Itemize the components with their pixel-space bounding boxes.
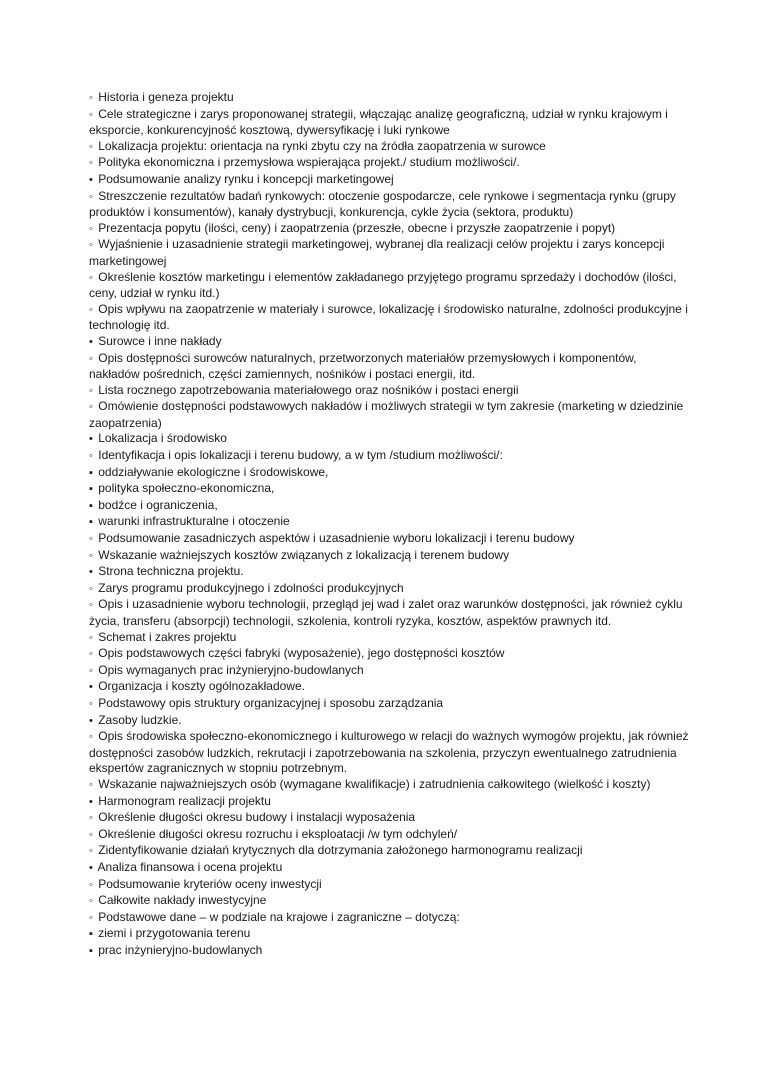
- list-item-text: Strona techniczna projektu.: [98, 564, 244, 579]
- list-item-text: ziemi i przygotowania terenu: [98, 926, 251, 941]
- bullet-icon: ◦: [89, 352, 93, 365]
- list-item: [89, 910, 689, 927]
- list-item: [89, 221, 689, 238]
- list-item: [89, 943, 689, 960]
- list-item-text: Zidentyfikowanie działań krytycznych dla dotrzymania założonego harmonogramu realizacji: [98, 843, 583, 858]
- list-item-text: Zarys programu produkcyjnego i zdolności produkcyjnych: [98, 580, 404, 595]
- list-item-text: Lista rocznego zapotrzebowania materiałowego oraz nośników i postaci energii: [98, 382, 519, 397]
- list-item-text: Historia i geneza projektu: [98, 90, 234, 104]
- bullet-icon: •: [89, 861, 93, 874]
- list-item-text: Określenie długości okresu budowy i instalacji wyposażenia: [98, 810, 416, 825]
- list-item: [89, 630, 689, 647]
- list-item-text: Harmonogram realizacji projektu: [98, 793, 271, 808]
- list-item: [89, 827, 689, 844]
- list-item-text: Schemat i zakres projektu: [98, 629, 237, 644]
- list-item: [89, 877, 689, 894]
- list-item: [89, 794, 689, 811]
- list-item-text: Opis wpływu na zaopatrzenie w materiały i surowce, lokalizację i środowisko naturalne, zdolności produkcyjne i technologię itd.: [89, 301, 688, 333]
- list-item-text: Streszczenie rezultatów badań rynkowych: otoczenie gospodarcze, cele rynkowe i segmentacja rynku (grupy produktów i konsumentów), kanały dystrybucji, konkurencja, cykle życia (sektora, produktu): [89, 188, 676, 220]
- bullet-icon: ◦: [89, 384, 93, 397]
- list-item-text: Organizacja i koszty ogólnozakładowe.: [98, 679, 305, 694]
- list-item-text: Opis wymaganych prac inżynieryjno-budowlanych: [98, 662, 364, 677]
- list-item: [89, 531, 689, 548]
- list-item-text: prac inżynieryjno-budowlanych: [98, 942, 263, 957]
- bullet-icon: ▪: [89, 483, 93, 496]
- list-item: [89, 431, 689, 448]
- bullet-icon: ▪: [89, 944, 93, 957]
- list-item: [89, 498, 689, 515]
- bullet-icon: ◦: [89, 157, 93, 170]
- list-item: [89, 679, 689, 696]
- bullet-icon: ◦: [89, 549, 93, 562]
- list-item-text: Opis i uzasadnienie wyboru technologii, przegląd jej wad i zalet oraz warunków dostępności, jak również cyklu życia, transferu (absorpcji) technologii, szkolenia, kontroli ryzyka, kosztów, aspektów prawnych itd.: [89, 597, 683, 628]
- list-item: [89, 189, 689, 221]
- bullet-icon: ◦: [89, 108, 93, 121]
- list-item-text: Cele strategiczne i zarys proponowanej strategii, włączając analizę geograficzną, udział w rynku krajowym i eksporcie, konkurencyjność kosztową, dywersyfikację i luki rynkowe: [89, 106, 668, 138]
- list-item-text: Określenie kosztów marketingu i elementów zakładanego przyjętego programu sprzedaży i dochodów (ilości, ceny, udział w rynku itd.): [89, 269, 677, 301]
- bullet-icon: •: [89, 681, 93, 694]
- bullet-icon: ◦: [89, 631, 93, 644]
- list-item-text: Opis podstawowych części fabryki (wyposażenie), jego dostępności kosztów: [98, 646, 505, 661]
- list-item: [89, 548, 689, 565]
- list-item-text: Opis dostępności surowców naturalnych, przetworzonych materiałów przemysłowych i komponentów, nakładów pośrednich, części zamiennych, nośników i postaci energii, itd.: [89, 350, 637, 382]
- list-item: [89, 448, 689, 465]
- list-item: [89, 139, 689, 156]
- list-item-text: warunki infrastrukturalne i otoczenie: [98, 514, 290, 529]
- list-item-text: Lokalizacja projektu: orientacja na rynki zbytu czy na źródła zaopatrzenia w surowce: [98, 138, 546, 153]
- list-item-text: Wskazanie ważniejszych kosztów związanych z lokalizacją i terenem budowy: [98, 547, 510, 562]
- list-item-text: Surowce i inne nakłady: [98, 333, 222, 348]
- list-item: [89, 729, 689, 777]
- bullet-icon: ◦: [89, 878, 93, 891]
- bullet-icon: •: [89, 714, 93, 727]
- list-item-text: Polityka ekonomiczna i przemysłowa wspierająca projekt./ studium możliwości/.: [98, 155, 520, 170]
- list-item: [89, 810, 689, 827]
- bullet-icon: ◦: [89, 582, 93, 595]
- bullet-icon: ◦: [89, 190, 93, 203]
- list-item: [89, 514, 689, 531]
- list-item-text: Podsumowanie kryteriów oceny inwestycji: [98, 876, 322, 891]
- list-item: [89, 270, 689, 302]
- bullet-icon: ◦: [89, 92, 93, 104]
- list-item: [89, 564, 689, 581]
- bullet-icon: •: [89, 173, 93, 186]
- list-item: [89, 646, 689, 663]
- bullet-icon: ◦: [89, 239, 93, 252]
- list-item-text: Identyfikacja i opis lokalizacji i terenu budowy, a w tym /studium możliwości/:: [98, 448, 503, 463]
- list-item-text: Prezentacja popytu (ilości, ceny) i zaopatrzenia (przeszłe, obecne i przyszłe zaopatrzenie i popyt): [98, 220, 616, 235]
- bullet-icon: •: [89, 566, 93, 579]
- list-item: [89, 581, 689, 598]
- bullet-icon: ◦: [89, 222, 93, 235]
- list-item-text: oddziaływanie ekologiczne i środowiskowe,: [98, 464, 329, 479]
- bullet-icon: ▪: [89, 466, 93, 479]
- list-item: [89, 843, 689, 860]
- bullet-icon: ◦: [89, 271, 93, 284]
- list-item-text: Podsumowanie analizy rynku i koncepcji marketingowej: [98, 171, 394, 186]
- bullet-icon: ◦: [89, 450, 93, 463]
- list-item: [89, 777, 689, 794]
- list-item-text: Opis środowiska społeczno-ekonomicznego i kulturowego w relacji do ważnych wymogów projektu, jak również dostępności zasobów ludzkich, rekrutacji i zapotrzebowania na szkolenia, przyczyn ewentualnego zatrudnienia ekspertów zagranicznych w stopniu potrzebnym.: [89, 729, 689, 776]
- list-item-text: polityka społeczno-ekonomiczna,: [98, 481, 275, 496]
- list-item-text: bodźce i ograniczenia,: [98, 497, 218, 512]
- list-item-text: Zasoby ludzkie.: [98, 712, 182, 727]
- list-item-text: Lokalizacja i środowisko: [98, 431, 227, 446]
- bullet-icon: ▪: [89, 928, 93, 941]
- list-item-text: Podstawowy opis struktury organizacyjnej i sposobu zarządzania: [98, 695, 444, 710]
- list-item: [89, 663, 689, 680]
- list-item: [89, 597, 689, 629]
- list-item: [89, 237, 689, 269]
- bullet-icon: ◦: [89, 401, 93, 414]
- list-item: [89, 926, 689, 943]
- list-item: [89, 302, 689, 334]
- bullet-icon: ◦: [89, 828, 93, 841]
- bullet-icon: ◦: [89, 140, 93, 153]
- list-item-text: Określenie długości okresu rozruchu i eksploatacji /w tym odchyleń/: [98, 826, 458, 841]
- bullet-icon: ◦: [89, 648, 93, 661]
- document-body: [89, 90, 689, 959]
- list-item-text: Omówienie dostępności podstawowych nakładów i możliwych strategii w tym zakresie (marketing w dziedzinie zaopatrzenia): [89, 399, 684, 430]
- bullet-icon: •: [89, 433, 93, 446]
- list-item: [89, 893, 689, 910]
- list-item: [89, 481, 689, 498]
- list-item-text: Wskazanie najważniejszych osób (wymagane kwalifikacje) i zatrudnienia całkowitego (wielkość i koszty): [98, 776, 651, 791]
- bullet-icon: ◦: [89, 845, 93, 858]
- list-item: [89, 696, 689, 713]
- bullet-icon: ◦: [89, 778, 93, 791]
- bullet-icon: ◦: [89, 731, 93, 744]
- list-item-text: Wyjaśnienie i uzasadnienie strategii marketingowej, wybranej dla realizacji celów projektu i zarys koncepcji marketingowej: [89, 237, 665, 268]
- list-item-text: Podsumowanie zasadniczych aspektów i uzasadnienie wyboru lokalizacji i terenu budowy: [98, 531, 575, 546]
- bullet-icon: ◦: [89, 664, 93, 677]
- bullet-icon: ◦: [89, 697, 93, 710]
- bullet-icon: •: [89, 795, 93, 808]
- list-item: [89, 860, 689, 877]
- list-item: [89, 172, 689, 189]
- bullet-icon: ◦: [89, 911, 93, 924]
- list-item: [89, 399, 689, 431]
- bullet-icon: ◦: [89, 895, 93, 908]
- list-item-text: Całkowite nakłady inwestycyjne: [98, 893, 267, 908]
- bullet-icon: •: [89, 335, 93, 348]
- list-item: [89, 383, 689, 400]
- list-item: [89, 351, 689, 383]
- list-item: [89, 713, 689, 730]
- bullet-icon: ◦: [89, 533, 93, 546]
- list-item-text: Podstawowe dane – w podziale na krajowe i zagraniczne – dotyczą:: [98, 909, 460, 924]
- list-item: [89, 334, 689, 351]
- list-item: [89, 155, 689, 172]
- list-item: [89, 90, 689, 107]
- bullet-icon: ◦: [89, 599, 93, 612]
- list-item: [89, 107, 689, 139]
- list-item-text: Analiza finansowa i ocena projektu: [97, 859, 283, 874]
- bullet-icon: ◦: [89, 303, 93, 316]
- bullet-icon: ▪: [89, 499, 93, 512]
- bullet-icon: ◦: [89, 812, 93, 825]
- bullet-icon: ▪: [89, 516, 93, 529]
- list-item: [89, 465, 689, 482]
